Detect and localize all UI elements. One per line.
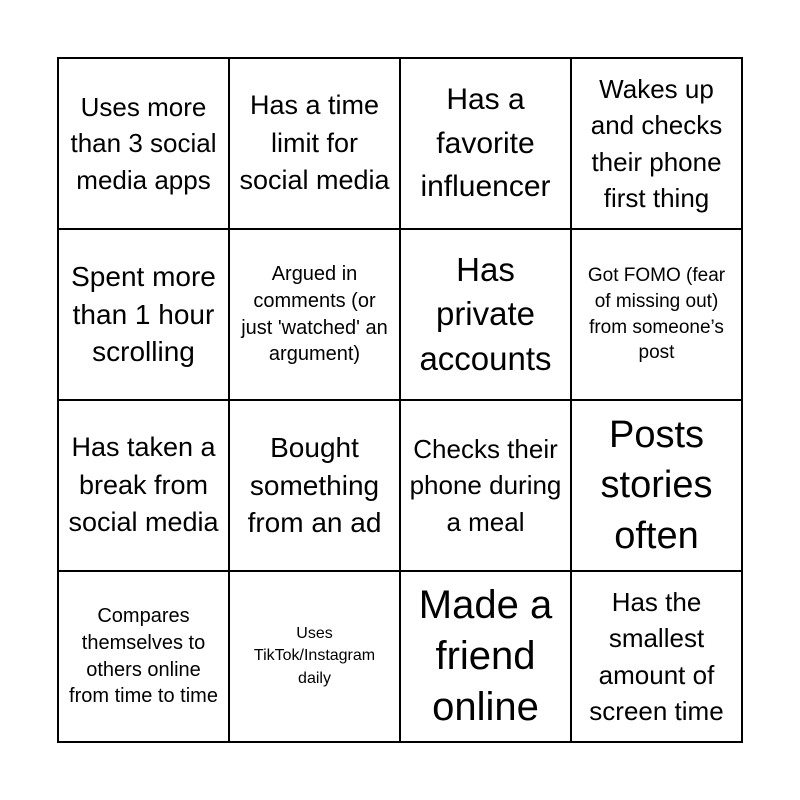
cell-text: Has private accounts (419, 250, 552, 377)
cell-text: Has a favorite influencer (420, 83, 551, 204)
cell-text: Has taken a break from social media (68, 431, 219, 538)
bingo-cell[interactable] (400, 571, 571, 742)
bingo-cell[interactable] (229, 400, 400, 571)
bingo-cell[interactable] (58, 571, 229, 742)
bingo-cell[interactable] (571, 229, 742, 400)
bingo-cell[interactable] (400, 58, 571, 229)
cell-text: Uses more than 3 social media apps (70, 91, 217, 195)
cell-text: Wakes up and checks their phone first thing (590, 73, 723, 213)
bingo-cell[interactable] (571, 571, 742, 742)
bingo-cell[interactable] (58, 400, 229, 571)
bingo-cell[interactable] (400, 400, 571, 571)
bingo-cell[interactable] (229, 229, 400, 400)
cell-text: Made a friend online (418, 583, 553, 729)
bingo-board (57, 57, 743, 743)
bingo-cell[interactable] (229, 571, 400, 742)
bingo-cell[interactable] (58, 58, 229, 229)
bingo-cell[interactable] (400, 229, 571, 400)
cell-text: Checks their phone during a meal (409, 433, 562, 537)
cell-text: Has a time limit for social media (239, 89, 390, 196)
bingo-cell[interactable] (229, 58, 400, 229)
cell-text: Compares themselves to others online from time to time (69, 605, 218, 708)
cell-text: Spent more than 1 hour scrolling (71, 260, 216, 368)
cell-text: Uses TikTok/Instagram daily (253, 624, 376, 687)
cell-text: Posts stories often (600, 413, 713, 557)
cell-text: Bought something from an ad (247, 431, 382, 539)
bingo-cell[interactable] (571, 58, 742, 229)
cell-text: Has the smallest amount of screen time (589, 586, 724, 726)
cell-text: Got FOMO (fear of missing out) from someone’s post (587, 265, 726, 364)
bingo-cell[interactable] (58, 229, 229, 400)
cell-text: Argued in comments (or just 'watched' an argument) (241, 263, 388, 366)
bingo-cell[interactable] (571, 400, 742, 571)
